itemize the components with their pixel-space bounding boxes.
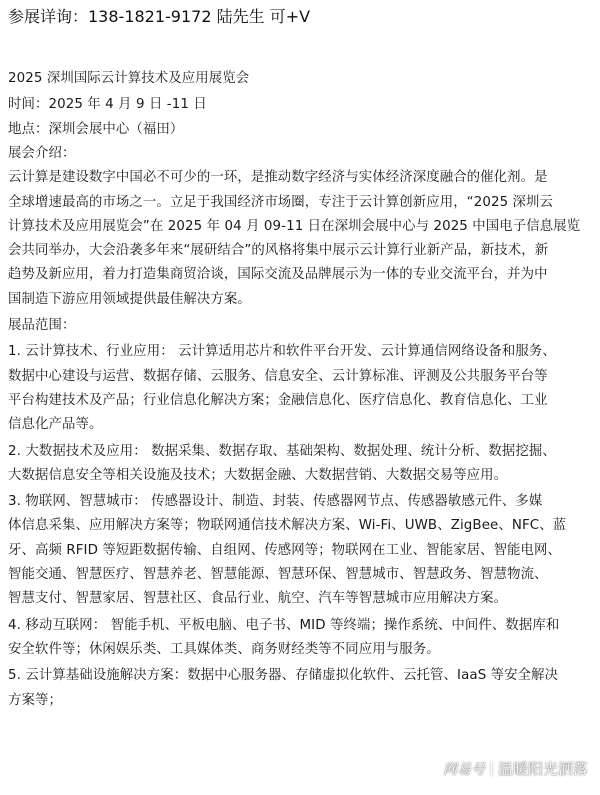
watermark-brand: 网易号	[442, 761, 485, 778]
intro-line: 云计算是建设数字中国必不可少的一环，是推动数字经济与实体经济深度融合的催化剂。是	[8, 170, 548, 186]
document-title: 2025 深圳国际云计算技术及应用展览会	[8, 71, 250, 86]
scope-line: 智能交通、智慧医疗、智慧养老、智慧能源、智慧环保、智慧城市、智慧政务、智慧物流、	[8, 567, 548, 583]
scope-line: 1. 云计算技术、行业应用： 云计算适用芯片和软件平台开发、云计算通信网络设备和服务、	[8, 344, 556, 360]
event-venue: 地点：深圳会展中心（福田）	[8, 122, 184, 137]
watermark-divider	[491, 762, 492, 776]
scope-line: 智慧支付、智慧家居、智慧社区、食品行业、航空、汽车等智慧城市应用解决方案。	[8, 591, 508, 607]
intro-line: 国制造下游应用领域提供最佳解决方案。	[8, 291, 251, 307]
contact-line: 参展详询：138-1821-9172 陆先生 可+V	[8, 7, 311, 26]
scope-line: 5. 云计算基础设施解决方案：数据中心服务器、存储虚拟化软件、云托管、IaaS 等安全解决	[8, 668, 559, 684]
intro-line: 会共同举办，大会沿袭多年来“展研结合”的风格将集中展示云计算行业新产品，新技术，新	[8, 243, 549, 259]
intro-heading: 展会介绍：	[8, 146, 76, 161]
intro-line: 趋势及新应用，着力打造集商贸洽谈，国际交流及品牌展示为一体的专业交流平台，并为中	[8, 267, 548, 283]
scope-item-infrastructure	[8, 664, 592, 713]
scope-line: 4. 移动互联网： 智能手机、平板电脑、电子书、MID 等终端；操作系统、中间件、数据库和	[8, 617, 560, 633]
intro-line: 计算技术及应用展览会”在 2025 年 04 月 09-11 日在深圳会展中心与 2025 中国电子信息展览	[8, 218, 581, 234]
event-date: 时间：2025 年 4 月 9 日 -11 日	[8, 97, 207, 112]
scope-item-cloud	[8, 340, 592, 437]
intro-paragraph	[8, 166, 592, 312]
scope-line: 信息化产品等。	[8, 417, 103, 433]
scope-item-iot	[8, 490, 592, 611]
scope-line: 牙、高频 RFID 等短距数据传输、自组网、传感网等；物联网在工业、智能家居、智能电网、	[8, 542, 562, 558]
scope-line: 3. 物联网、智慧城市： 传感器设计、制造、封装、传感器网节点、传感器敏感元件、多媒	[8, 494, 543, 510]
document-body	[8, 66, 592, 713]
scope-line: 2. 大数据技术及应用： 数据采集、数据存取、基础架构、数据处理、统计分析、数据挖掘、	[8, 443, 556, 459]
scope-line: 平台构建技术及产品；行业信息化解决方案；金融信息化、医疗信息化、教育信息化、工业	[8, 392, 548, 408]
scope-line: 大数据信息安全等相关设施及技术；大数据金融、大数据营销、大数据交易等应用。	[8, 467, 508, 483]
scope-item-mobile	[8, 614, 592, 663]
scope-heading: 展品范围：	[8, 318, 76, 334]
watermark	[443, 758, 588, 779]
watermark-author: 温暖阳光洒落	[497, 760, 588, 778]
intro-line: 全球增速最高的市场之一。立足于我国经济市场圈，专注于云计算创新应用，“2025 深圳云	[8, 194, 554, 210]
scope-line: 数据中心建设与运营、数据存储、云服务、信息安全、云计算标准、评测及公共服务平台等	[8, 368, 548, 384]
scope-item-bigdata	[8, 440, 592, 489]
scope-line: 体信息采集、应用解决方案等；物联网通信技术解决方案、Wi-Fi、UWB、ZigBee、NFC、蓝	[8, 518, 567, 534]
scope-line: 安全软件等；休闲娱乐类、工具媒体类、商务财经类等不同应用与服务。	[8, 641, 440, 657]
scope-line: 方案等；	[8, 692, 62, 708]
